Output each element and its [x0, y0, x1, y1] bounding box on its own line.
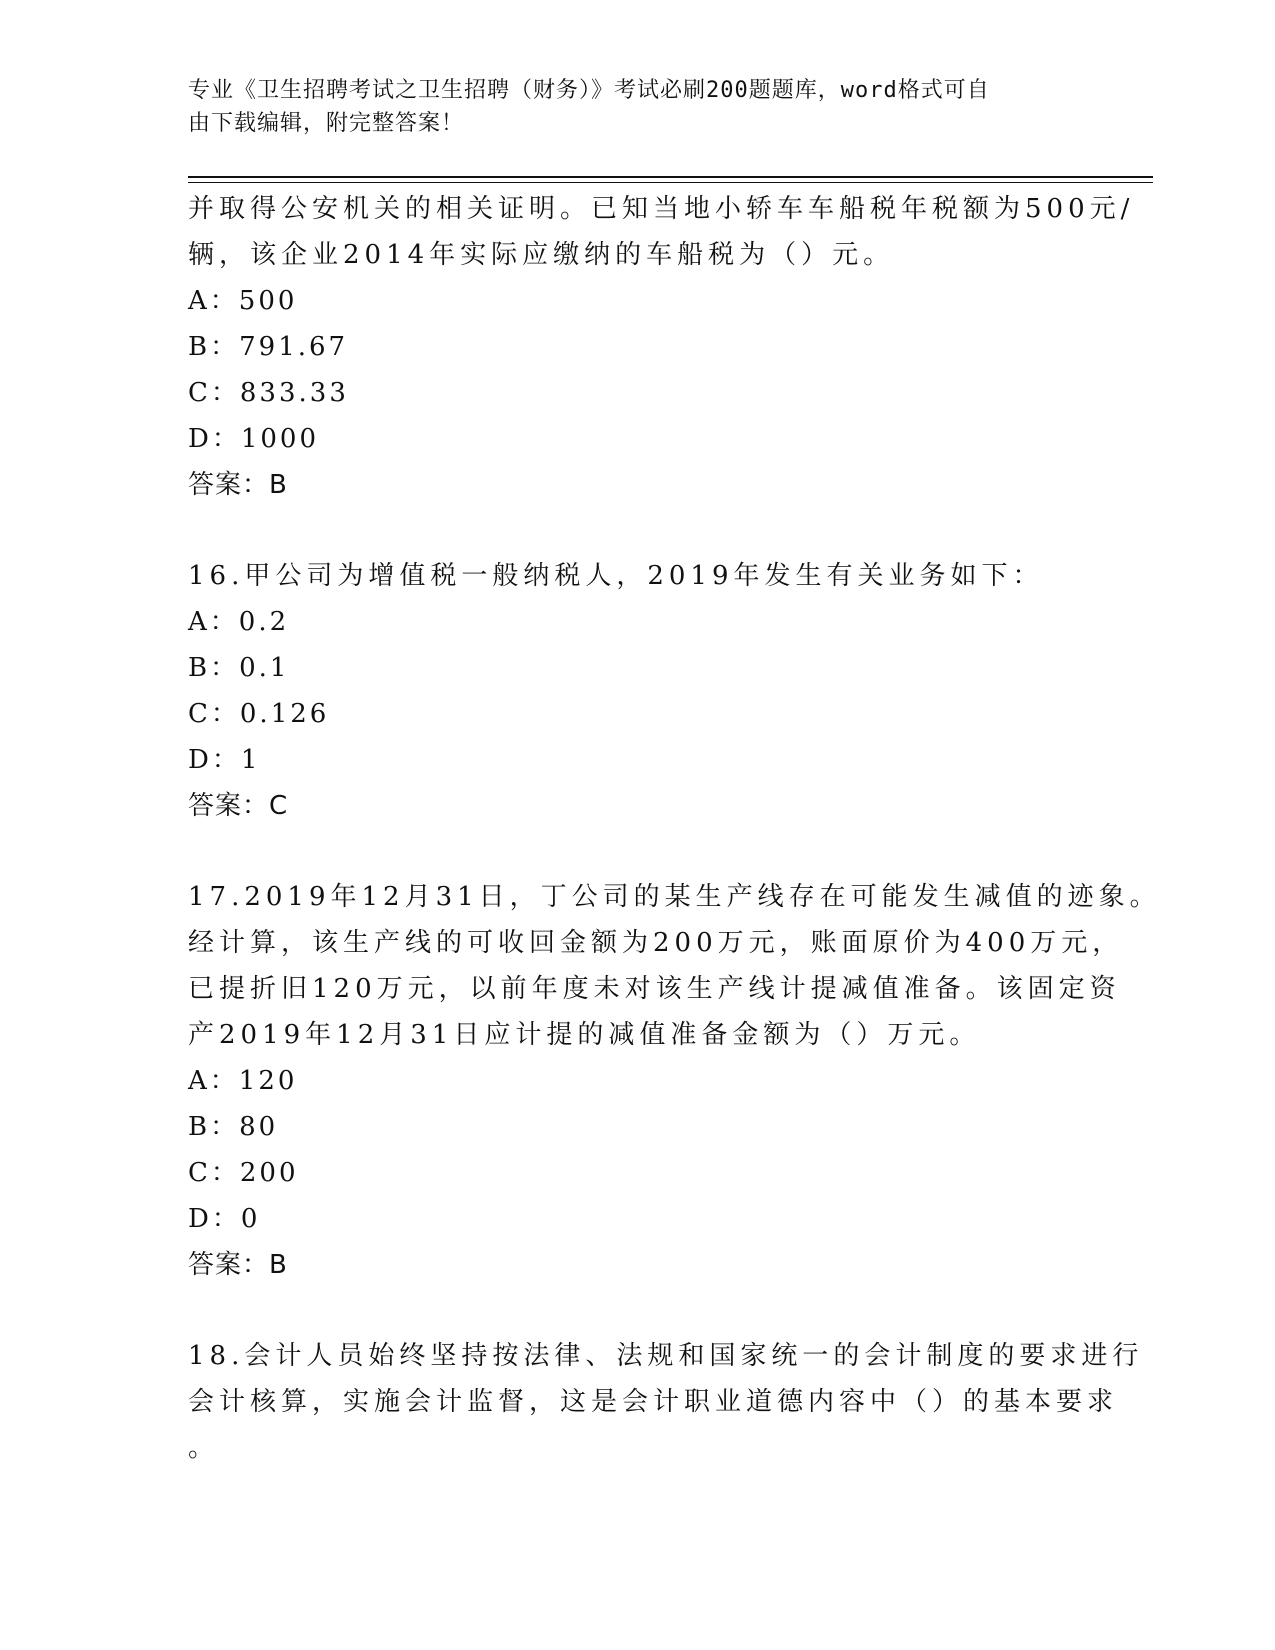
answer: 答案：C: [188, 791, 289, 821]
question-text: 已提折旧120万元，以前年度未对该生产线计提减值准备。该固定资: [188, 974, 1121, 1004]
document-header: [188, 74, 1078, 140]
question-text: 经计算，该生产线的可收回金额为200万元，账面原价为400万元，: [188, 928, 1124, 958]
question-text: 产2019年12月31日应计提的减值准备金额为（）万元。: [188, 1020, 981, 1050]
header-title-line-1: 专业《卫生招聘考试之卫生招聘（财务）》考试必刷200题题库，word格式可自: [188, 78, 990, 103]
question-17: [188, 874, 1161, 1288]
question-18: [188, 1333, 1144, 1471]
option-b: B：0.1: [188, 653, 290, 683]
question-text: 17.2019年12月31日，丁公司的某生产线存在可能发生减值的迹象。: [188, 882, 1161, 912]
option-d: D：1: [188, 745, 261, 775]
question-text: 18.会计人员始终坚持按法律、法规和国家统一的会计制度的要求进行: [188, 1341, 1144, 1371]
question-text: 会计核算，实施会计监督，这是会计职业道德内容中（）的基本要求: [188, 1387, 1119, 1417]
option-b: B：80: [188, 1112, 279, 1142]
option-b: B：791.67: [188, 332, 349, 362]
option-d: D：0: [188, 1204, 261, 1234]
option-d: D：1000: [188, 424, 320, 454]
option-c: C：200: [188, 1158, 299, 1188]
option-a: A：0.2: [188, 607, 290, 637]
question-15: [188, 186, 1135, 508]
answer: 答案：B: [188, 1250, 288, 1280]
question-16: [188, 553, 1098, 829]
header-rule-thin: [188, 182, 1153, 183]
question-text: 16.甲公司为增值税一般纳税人，2019年发生有关业务如下：: [188, 561, 1044, 591]
header-title-line-2: 由下载编辑，附完整答案！: [188, 111, 465, 136]
header-rule-thick: [188, 176, 1153, 178]
option-c: C：833.33: [188, 378, 349, 408]
option-c: C：0.126: [188, 699, 330, 729]
question-text: 辆，该企业2014年实际应缴纳的车船税为（）元。: [188, 240, 895, 270]
question-text: 。: [188, 1433, 220, 1463]
option-a: A：120: [188, 1066, 298, 1096]
question-text: 并取得公安机关的相关证明。已知当地小轿车车船税年税额为500元/: [188, 194, 1135, 224]
question-list: [188, 186, 1161, 1471]
answer: 答案：B: [188, 470, 288, 500]
option-a: A：500: [188, 286, 298, 316]
